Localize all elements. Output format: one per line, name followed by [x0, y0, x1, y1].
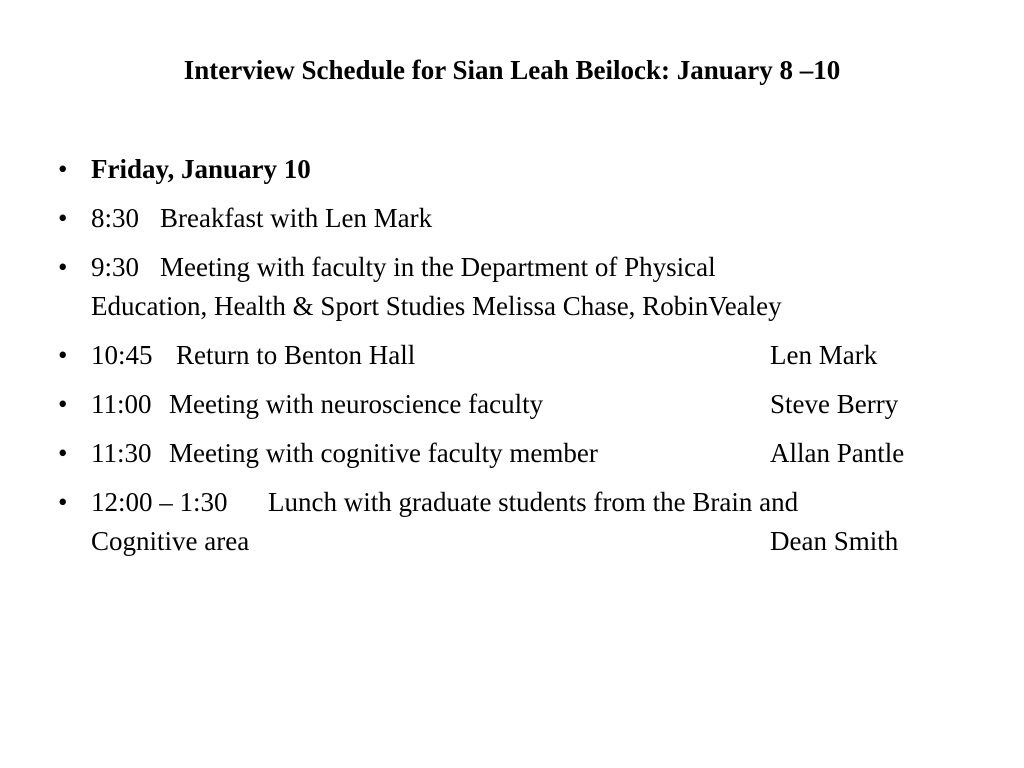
activity-text-continued: Cognitive area [91, 526, 250, 556]
list-item-0830 [0, 199, 1024, 238]
list-item-1045 [0, 336, 1024, 375]
day-heading: Friday, January 10 [91, 154, 311, 184]
activity-text: Lunch with graduate students from the Brain and [268, 487, 799, 517]
list-item-0930 [0, 248, 1024, 326]
bullet-icon: • [58, 203, 68, 233]
host-name: Steve Berry [770, 389, 899, 419]
list-item-1130 [0, 434, 1024, 473]
host-name: Dean Smith [770, 526, 899, 556]
bullet-icon: • [58, 487, 68, 517]
bullet-icon: • [58, 389, 68, 419]
time-label: 9:30 [91, 252, 140, 282]
activity-text: Meeting with neuroscience faculty [169, 389, 544, 419]
list-item-day [0, 150, 1024, 189]
time-label: 8:30 [91, 203, 140, 233]
bullet-icon: • [58, 438, 68, 468]
time-label: 11:30 [91, 438, 152, 468]
bullet-icon: • [58, 252, 68, 282]
activity-text: Meeting with cognitive faculty member [169, 438, 598, 468]
time-label: 12:00 – 1:30 [91, 487, 228, 517]
page-title: Interview Schedule for Sian Leah Beilock: January 8 –10 [183, 55, 841, 85]
activity-text: Meeting with faculty in the Department of Physical [160, 252, 716, 282]
schedule-list [0, 150, 1024, 571]
time-label: 11:00 [91, 389, 152, 419]
activity-text: Return to Benton Hall [176, 340, 416, 370]
host-name: Len Mark [770, 340, 878, 370]
bullet-icon: • [58, 154, 68, 184]
list-item-1100 [0, 385, 1024, 424]
host-name: Allan Pantle [770, 438, 905, 468]
time-label: 10:45 [91, 340, 153, 370]
list-item-1200 [0, 483, 1024, 561]
activity-text-continued: Education, Health & Sport Studies Melissa Chase, RobinVealey [91, 291, 782, 321]
activity-text: Breakfast with Len Mark [160, 203, 433, 233]
bullet-icon: • [58, 340, 68, 370]
